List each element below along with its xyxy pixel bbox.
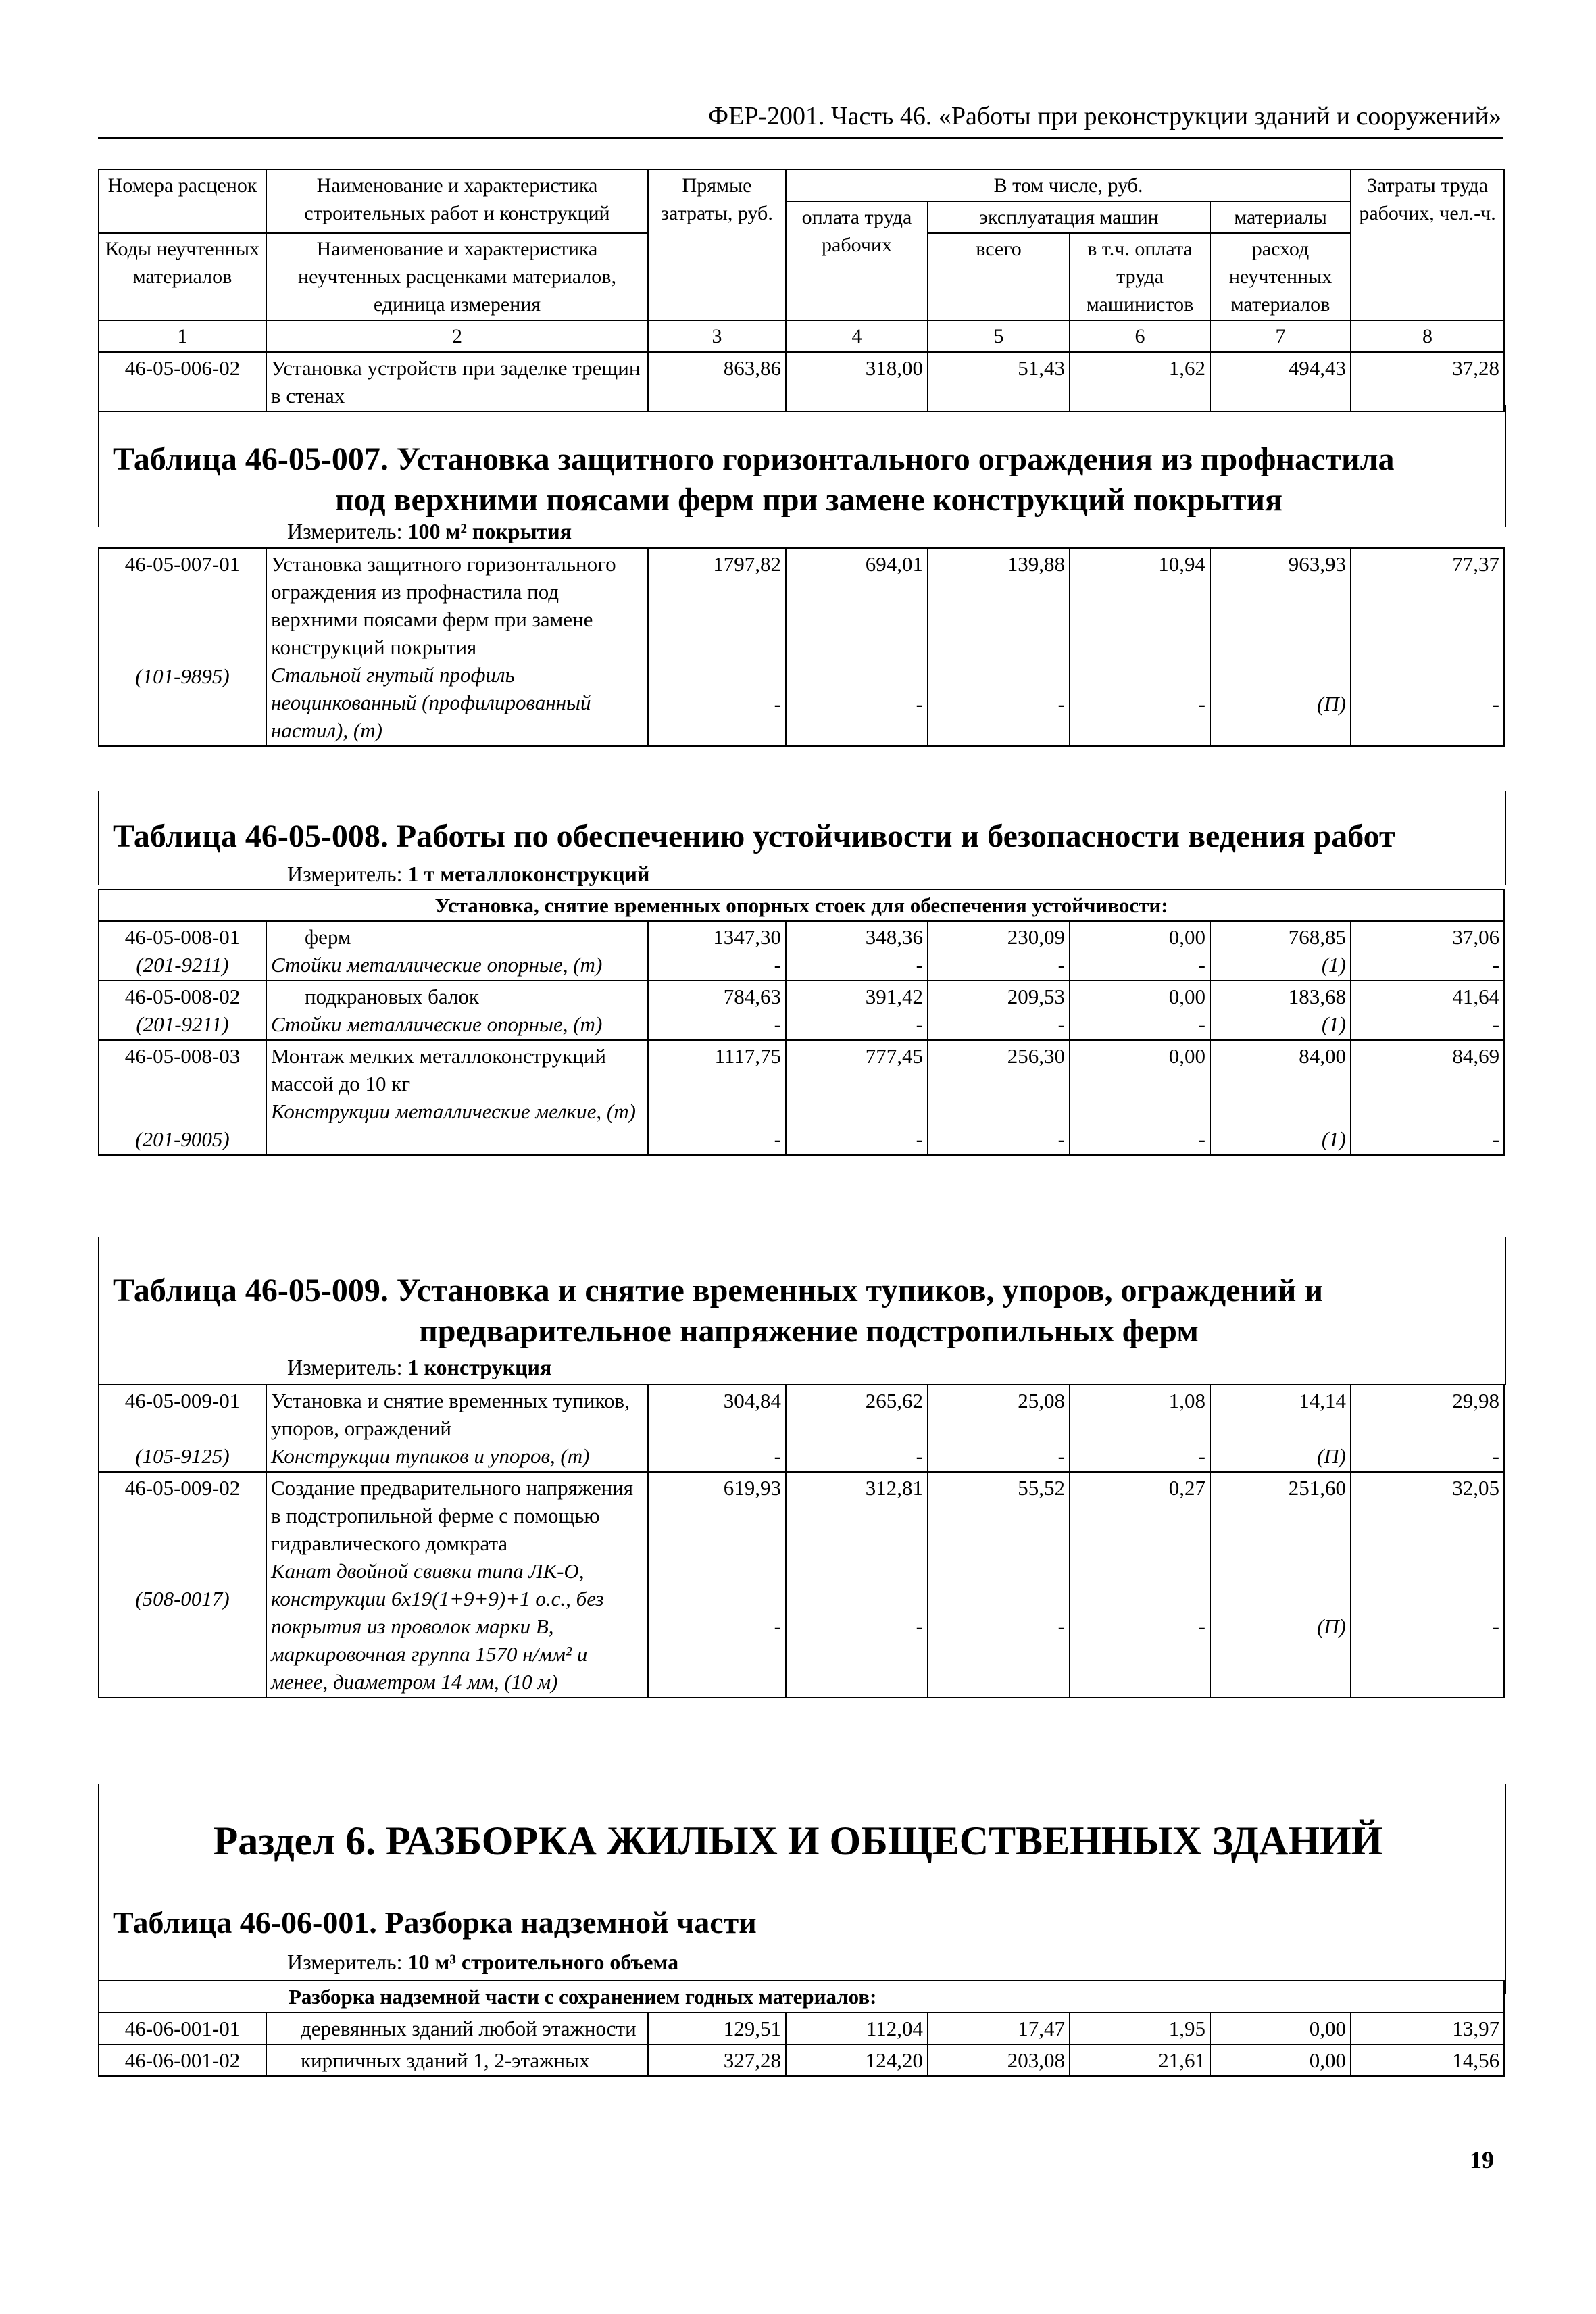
running-head: ФЕР-2001. Часть 46. «Работы при реконструкции зданий и сооружений» [707,102,1501,130]
header-rule [98,137,1503,139]
page-number: 19 [1470,2146,1494,2173]
table-row [99,1385,1504,1472]
table-title-601: Таблица 46-06-001. Разборка надземной части [113,1905,757,1940]
col-num: 3 [648,320,786,352]
value-cell: 318,00 [786,352,928,412]
value-cell: 777,45 [865,1044,923,1068]
col-header-codes: Номера расценок [99,170,266,233]
table-601 [98,1980,1505,2077]
value-cell: 1,95 [1070,2013,1210,2044]
work-name: подкрановых балок [305,985,479,1008]
value-cell: 963,93 [1288,552,1346,576]
value-cell: 784,63 [723,985,781,1008]
value-cell: 14,14 [1299,1389,1346,1412]
col-num: 7 [1210,320,1351,352]
rate-code: 46-06-001-02 [99,2044,266,2076]
col-header-name: Наименование и характеристика строительных работ и конструкций [266,170,648,233]
table-007 [98,547,1505,747]
value-cell: - [774,1012,781,1036]
work-name: ферм [305,925,351,949]
value-cell: 21,61 [1070,2044,1210,2076]
value-cell: 327,28 [648,2044,786,2076]
value-cell: (П) [1316,1444,1346,1468]
value-cell: 494,43 [1210,352,1351,412]
value-cell: 265,62 [865,1389,923,1412]
rate-code: 46-05-009-02 [124,1476,241,1500]
value-cell: 183,68 [1288,985,1346,1008]
value-cell: 863,86 [648,352,786,412]
section-title: Раздел 6. РАЗБОРКА ЖИЛЫХ И ОБЩЕСТВЕННЫХ ЗДАНИЙ [213,1819,1383,1863]
rate-code: 46-05-009-01 [124,1389,241,1412]
col-header-materials: материалы [1210,201,1351,233]
value-cell: (П) [1316,692,1346,716]
value-cell: - [916,1127,923,1151]
value-cell: 391,42 [865,985,923,1008]
value-cell: 0,00 [1168,925,1205,949]
col-num: 6 [1070,320,1210,352]
header-table [98,169,1505,412]
col-num: 1 [99,320,266,352]
material-code: (105-9125) [135,1444,230,1468]
value-cell: - [1057,1012,1065,1036]
value-cell: 139,88 [1007,552,1065,576]
value-cell: 51,43 [928,352,1070,412]
value-cell: 25,08 [1018,1389,1065,1412]
value-cell: - [916,1615,923,1638]
col-num: 2 [266,320,648,352]
value-cell: 1797,82 [713,552,781,576]
table-row [99,548,1504,746]
value-cell: (1) [1321,1012,1346,1036]
col-header-name-unaccounted: Наименование и характеристика неучтенных расценками материалов, единица измерения [266,233,648,320]
value-cell: 41,64 [1452,985,1500,1008]
measure-008: Измеритель: 1 т металлоконструкций [287,862,650,886]
material-name: Канат двойной свивки типа ЛК-О, конструкции 6х19(1+9+9)+1 о.с., без покрытия из проволок марки В, маркировочная группа 1570 н/мм² и менее, диаметром 14 мм, (10 м) [271,1559,604,1694]
value-cell: - [916,692,923,716]
value-cell: 209,53 [1007,985,1065,1008]
rate-code: 46-05-008-01 [124,925,241,949]
table-008 [98,889,1505,1156]
rate-code: 46-06-001-01 [99,2013,266,2044]
value-cell: 1117,75 [714,1044,781,1068]
col-header-in-total: В том числе, руб. [786,170,1351,201]
value-cell: - [1492,1615,1499,1638]
value-cell: (1) [1321,1127,1346,1151]
value-cell: 251,60 [1288,1476,1346,1500]
col-header-labor-cost: Затраты труда рабочих, чел.-ч. [1351,170,1504,320]
value-cell: 230,09 [1007,925,1065,949]
material-name: Конструкции тупиков и упоров, (т) [271,1444,590,1468]
value-cell: - [1057,1615,1065,1638]
work-name: Установка защитного горизонтального ограждения из профнастила под верхними поясами ферм при замене конструкций покрытия [271,552,616,659]
col-header-labor-pay: оплата труда рабочих [786,201,928,320]
material-code: (508-0017) [135,1587,230,1610]
value-cell: - [1198,692,1205,716]
measure-009: Измеритель: 1 конструкция [287,1355,552,1379]
table-row [99,1040,1504,1155]
value-cell: - [1057,953,1065,977]
work-name: деревянных зданий любой этажности [266,2013,648,2044]
value-cell: (1) [1321,953,1346,977]
value-cell: 84,69 [1452,1044,1500,1068]
value-cell: 84,00 [1299,1044,1346,1068]
col-num: 5 [928,320,1070,352]
work-name: кирпичных зданий 1, 2-этажных [266,2044,648,2076]
measure-601: Измеритель: 10 м³ строительного объема [287,1950,679,1974]
work-name: Монтаж мелких металлоконструкций массой до 10 кг [271,1044,606,1096]
col-header-machine-ops: эксплуатация машин [928,201,1210,233]
value-cell: 768,85 [1288,925,1346,949]
work-name: Установка и снятие временных тупиков, упоров, ограждений [271,1389,630,1440]
value-cell: 0,00 [1168,1044,1205,1068]
value-cell: 1,08 [1168,1389,1205,1412]
value-cell: - [916,1012,923,1036]
value-cell: 312,81 [865,1476,923,1500]
group-heading: Разборка надземной части с сохранением годных материалов: [99,1981,1504,2013]
rate-code: 46-05-008-02 [124,985,241,1008]
value-cell: 55,52 [1018,1476,1065,1500]
col-header-machine-labor: в т.ч. оплата труда машинистов [1070,233,1210,320]
value-cell: - [1057,1444,1065,1468]
value-cell: (П) [1316,1615,1346,1638]
col-num: 8 [1351,320,1504,352]
material-name: Стойки металлические опорные, (т) [271,953,603,977]
value-cell: 0,00 [1210,2013,1351,2044]
value-cell: - [1492,1012,1500,1036]
value-cell: - [774,692,781,716]
value-cell: - [1492,1444,1499,1468]
value-cell: 203,08 [928,2044,1070,2076]
value-cell: - [1492,953,1500,977]
value-cell: 32,05 [1452,1476,1499,1500]
value-cell: - [1492,692,1499,716]
material-code: (201-9211) [136,1012,229,1036]
value-cell: 1347,30 [713,925,781,949]
value-cell: 14,56 [1351,2044,1504,2076]
material-name: Стальной гнутый профиль неоцинкованный (профилированный настил), (т) [271,663,591,742]
col-header-direct: Прямые затраты, руб. [648,170,786,320]
value-cell: 694,01 [865,552,923,576]
value-cell: 619,93 [723,1476,781,1500]
table-row [99,981,1504,1040]
value-cell: - [1198,1012,1205,1036]
value-cell: - [1198,1444,1205,1468]
value-cell: 348,36 [865,925,923,949]
table-title-008: Таблица 46-05-008. Работы по обеспечению устойчивости и безопасности ведения работ [113,818,1395,854]
group-heading: Установка, снятие временных опорных стоек для обеспечения устойчивости: [99,889,1504,921]
table-row [99,1472,1504,1698]
value-cell: 304,84 [723,1389,781,1412]
value-cell: 112,04 [786,2013,928,2044]
value-cell: 1,62 [1070,352,1210,412]
material-name: Стойки металлические опорные, (т) [271,1012,603,1036]
value-cell: - [916,953,923,977]
value-cell: 10,94 [1158,552,1205,576]
table-title-009: Таблица 46-05-009. Установка и снятие временных тупиков, упоров, ограждений и предварительное напряжение подстропильных ферм [113,1273,1324,1349]
value-cell: - [1057,1127,1065,1151]
table-row [99,352,1504,412]
value-cell: 129,51 [648,2013,786,2044]
value-cell: - [1198,1127,1205,1151]
value-cell: 37,28 [1351,352,1504,412]
col-header-codes-unaccounted: Коды неучтенных материалов [99,233,266,320]
col-num: 4 [786,320,928,352]
col-header-materials-unaccounted: расход неучтенных материалов [1210,233,1351,320]
value-cell: 17,47 [928,2013,1070,2044]
material-code: (201-9005) [135,1127,230,1151]
value-cell: 13,97 [1351,2013,1504,2044]
measure-007: Измеритель: 100 м² покрытия [287,519,572,543]
value-cell: - [1492,1127,1500,1151]
rate-code: 46-05-007-01 (101-9895) [99,548,266,746]
material-code: (201-9211) [136,953,229,977]
work-name: Создание предварительного напряжения в подстропильной ферме с помощью гидравлического домкрата [271,1476,634,1555]
value-cell: - [774,953,781,977]
value-cell: - [774,1615,781,1638]
value-cell: - [1198,1615,1205,1638]
value-cell: - [774,1127,781,1151]
value-cell: 29,98 [1452,1389,1499,1412]
value-cell: 77,37 [1452,552,1499,576]
value-cell: - [916,1444,923,1468]
value-cell: 37,06 [1452,925,1500,949]
rate-code: 46-05-006-02 [99,352,266,412]
value-cell: 0,27 [1168,1476,1205,1500]
value-cell: 0,00 [1210,2044,1351,2076]
table-row [99,921,1504,981]
table-row [99,2044,1504,2076]
value-cell: - [774,1444,781,1468]
value-cell: - [1057,692,1065,716]
table-row [99,2013,1504,2044]
rate-code: 46-05-008-03 [124,1044,241,1068]
table-title-007: Таблица 46-05-007. Установка защитного горизонтального ограждения из профнастила под верхними поясами ферм при замене конструкций покрытия [113,441,1395,518]
value-cell: 124,20 [786,2044,928,2076]
value-cell: 256,30 [1007,1044,1065,1068]
work-name: Установка устройств при заделке трещин в стенах [266,352,648,412]
material-code: (101-9895) [135,664,230,688]
col-header-machine-total: всего [928,233,1070,320]
value-cell: 0,00 [1168,985,1205,1008]
value-cell: - [1198,953,1205,977]
table-009 [98,1384,1505,1698]
material-name: Конструкции металлические мелкие, (т) [271,1100,636,1123]
